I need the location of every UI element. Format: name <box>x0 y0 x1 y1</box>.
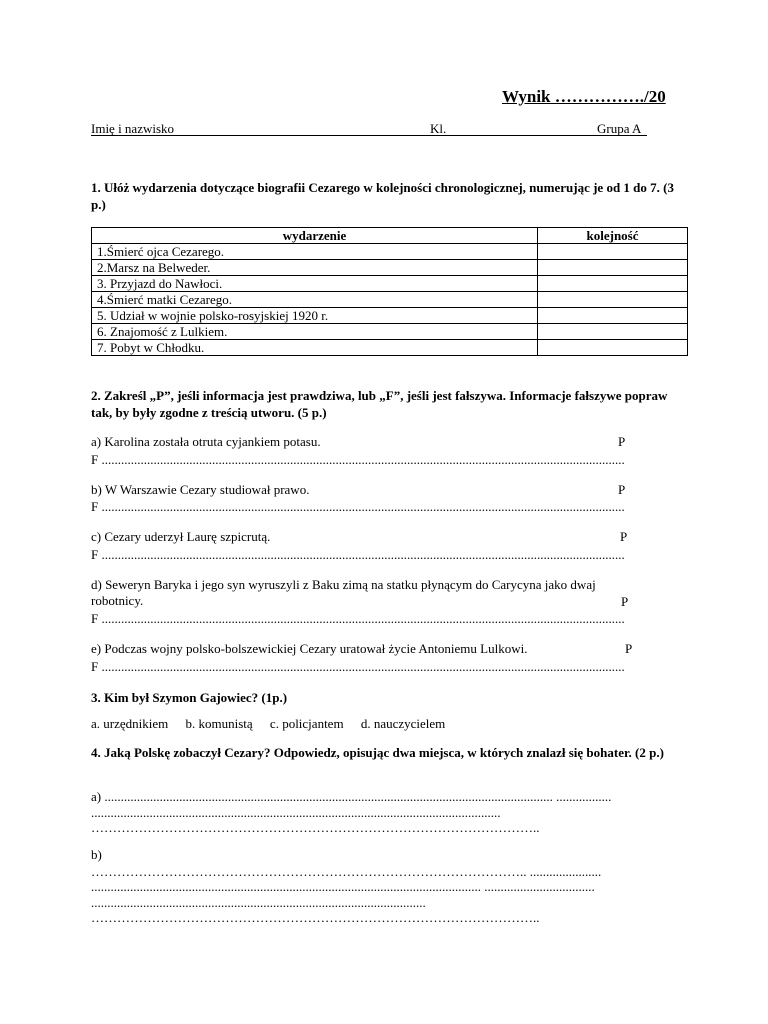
chronology-table <box>91 227 688 356</box>
statement-d: d) Seweryn Baryka i jego syn wyruszyli z Baku zimą na statku płynącym do Carycyna jako dwaj robotnicy. <box>91 577 596 608</box>
group-label: Grupa A <box>597 121 642 136</box>
name-underline[interactable] <box>91 135 647 136</box>
question-3-options <box>91 716 459 732</box>
name-label: Imię i nazwisko <box>91 121 175 136</box>
answer-b-line-1[interactable]: ……………………………………………………………………………………….. ...................... <box>91 864 602 879</box>
student-info-row <box>91 121 647 137</box>
answer-a-line-1[interactable]: a) .......................................................................................................................................... ................. <box>91 789 612 804</box>
option-d[interactable]: d. nauczycielem <box>360 716 446 731</box>
table-row <box>92 244 688 260</box>
false-correction-line-b[interactable]: F ................................................................................................................................................................. <box>91 499 625 514</box>
table-header-row <box>92 228 688 244</box>
answer-b-label: b) <box>91 847 102 862</box>
statement-b: b) W Warszawie Cezary studiował prawo. <box>91 482 310 497</box>
table-row <box>92 308 688 324</box>
false-correction-line-c[interactable]: F ................................................................................................................................................................. <box>91 547 625 562</box>
class-label: Kl. <box>430 121 447 136</box>
column-header-event: wydarzenie <box>92 228 538 244</box>
score-field: Wynik ……………./20 <box>502 87 666 106</box>
table-row <box>92 340 688 356</box>
answer-a-line-3[interactable]: ………………………………………………………………………………………….. <box>91 820 540 835</box>
table-row <box>92 276 688 292</box>
true-mark-c[interactable]: P <box>620 529 628 544</box>
order-input-cell[interactable] <box>538 260 688 276</box>
event-cell: 1.Śmierć ojca Cezarego. <box>92 244 538 260</box>
order-input-cell[interactable] <box>538 308 688 324</box>
true-mark-a[interactable]: P <box>618 434 626 449</box>
order-input-cell[interactable] <box>538 324 688 340</box>
question-3-title: 3. Kim był Szymon Gajowiec? (1p.) <box>91 690 288 705</box>
table-row <box>92 260 688 276</box>
false-correction-line-d[interactable]: F ................................................................................................................................................................. <box>91 611 625 626</box>
statement-a: a) Karolina została otruta cyjankiem potasu. <box>91 434 321 449</box>
answer-a-line-2[interactable]: .............................................................................................................................. <box>91 805 501 820</box>
order-input-cell[interactable] <box>538 340 688 356</box>
event-cell: 3. Przyjazd do Nawłoci. <box>92 276 538 292</box>
event-cell: 5. Udział w wojnie polsko-rosyjskiej 1920 r. <box>92 308 538 324</box>
order-input-cell[interactable] <box>538 292 688 308</box>
event-cell: 4.Śmierć matki Cezarego. <box>92 292 538 308</box>
statement-e: e) Podczas wojny polsko-bolszewickiej Cezary uratował życie Antoniemu Lulkowi. <box>91 641 528 656</box>
order-input-cell[interactable] <box>538 244 688 260</box>
event-cell: 2.Marsz na Belweder. <box>92 260 538 276</box>
false-correction-line-a[interactable]: F ................................................................................................................................................................. <box>91 452 625 467</box>
false-correction-line-e[interactable]: F ................................................................................................................................................................. <box>91 659 625 674</box>
event-cell: 7. Pobyt w Chłodku. <box>92 340 538 356</box>
true-mark-b[interactable]: P <box>618 482 626 497</box>
order-input-cell[interactable] <box>538 276 688 292</box>
event-cell: 6. Znajomość z Lulkiem. <box>92 324 538 340</box>
option-b[interactable]: b. komunistą <box>185 716 253 731</box>
answer-b-line-2[interactable]: ........................................................................................................................ .................................. <box>91 879 595 894</box>
question-4-title: 4. Jaką Polskę zobaczył Cezary? Odpowiedz, opisując dwa miejsca, w których znalazł się bohater. (2 p.) <box>91 745 664 760</box>
column-header-order: kolejność <box>538 228 688 244</box>
true-mark-d[interactable]: P <box>621 594 629 609</box>
true-mark-e[interactable]: P <box>625 641 633 656</box>
answer-b-line-3[interactable]: ....................................................................................................... <box>91 895 426 910</box>
table-row <box>92 292 688 308</box>
option-a[interactable]: a. urzędnikiem <box>91 716 169 731</box>
answer-b-line-4[interactable]: ………………………………………………………………………………………….. <box>91 910 540 925</box>
statement-c: c) Cezary uderzył Laurę szpicrutą. <box>91 529 271 544</box>
question-2-title: 2. Zakreśl „P”, jeśli informacja jest prawdziwa, lub „F”, jeśli jest fałszywa. Informacje fałszywe popraw tak, by były zgodne z treścią utworu. (5 p.) <box>91 388 668 420</box>
table-row <box>92 324 688 340</box>
question-1-title: 1. Ułóż wydarzenia dotyczące biografii Cezarego w kolejności chronologicznej, numerując je od 1 do 7. (3 p.) <box>91 180 674 212</box>
option-c[interactable]: c. policjantem <box>269 716 344 731</box>
